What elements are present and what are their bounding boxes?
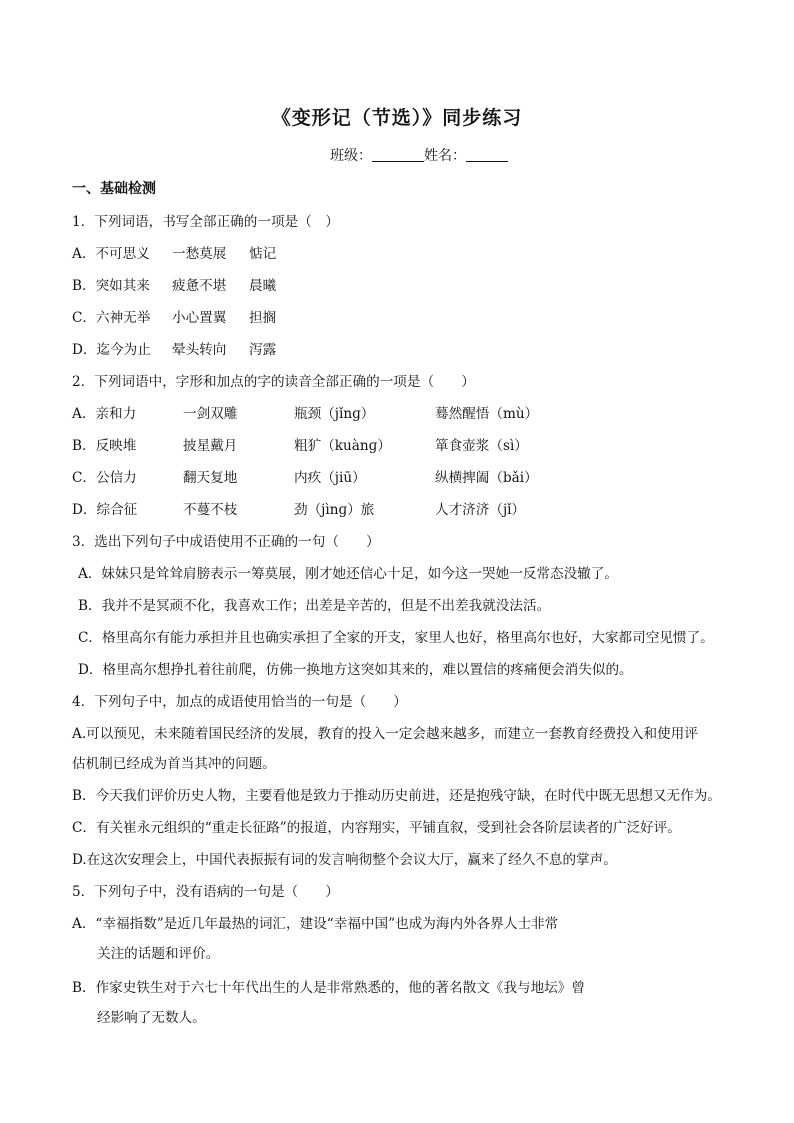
option-cell: B．反映堆	[72, 438, 137, 454]
option-cell: C．六神无举	[72, 310, 151, 326]
question-5-option-a-line1: A．“幸福指数”是近几年最热的词汇，建设“幸福中国”也成为海内外各界人士非常	[72, 916, 559, 932]
question-3-option-b: B．我并不是冥顽不化，我喜欢工作；出差是辛苦的，但是不出差我就没法活。	[78, 598, 551, 614]
option-cell: 小心置翼	[172, 310, 227, 326]
option-cell: 疲惫不堪	[172, 278, 227, 294]
option-cell: 晨曦	[249, 278, 277, 294]
question-5-option-a-line2: 关注的话题和评价。	[97, 946, 220, 962]
option-cell: 翻天复地	[183, 470, 238, 486]
option-cell: 纵横捭阖（bǎi）	[435, 470, 538, 486]
option-cell: 泻露	[249, 342, 277, 358]
name-label: 姓名：	[424, 148, 466, 164]
option-cell: 人才济济（jǐ）	[435, 502, 526, 518]
question-3-option-a: A．妹妹只是耸耸肩膀表示一筹莫展，刚才她还信心十足，如今这一哭她一反常态没辙了。	[78, 566, 618, 582]
section-heading: 一、基础检测	[72, 181, 156, 197]
question-5-option-b-line1: B．作家史铁生对于六七十年代出生的人是非常熟悉的，他的著名散文《我与地坛》曾	[72, 980, 585, 996]
option-cell: 箪食壶浆（sì）	[435, 438, 528, 454]
option-cell: 内疚（jiū）	[294, 470, 366, 486]
question-2-stem: 2．下列词语中，字形和加点的字的读音全部正确的一项是（ ）	[72, 374, 475, 390]
question-3-option-c: C．格里高尔有能力承担并且也确实承担了全家的开支，家里人也好，格里高尔也好，大家都司空见惯了。	[78, 630, 714, 646]
question-4-stem: 4．下列句子中，加点的成语使用恰当的一句是（ ）	[72, 694, 407, 710]
option-cell: 一愁莫展	[172, 246, 227, 262]
class-blank	[372, 147, 424, 162]
question-3-stem: 3．选出下列句子中成语使用不正确的一句（ ）	[72, 534, 380, 550]
option-cell: 瓶颈（jǐnɡ）	[294, 406, 375, 422]
option-cell: 惦记	[249, 246, 277, 262]
option-cell: 劲（jìnɡ）旅	[294, 502, 375, 518]
option-cell: D．综合征	[72, 502, 138, 518]
question-3-option-d: D．格里高尔想挣扎着往前爬，仿佛一换地方这突如其来的，难以置信的疼痛便会消失似的。	[78, 662, 633, 678]
option-cell: 蓦然醒悟（mù）	[435, 406, 539, 422]
option-cell: A．亲和力	[72, 406, 137, 422]
question-5-option-b-line2: 经影响了无数人。	[97, 1010, 206, 1026]
question-4-option-a-line1: A.可以预见，未来随着国民经济的发展，教育的投入一定会越来越多，而建立一套教育经费投入和使用评	[72, 726, 698, 742]
class-name-line	[330, 145, 508, 165]
option-cell: 披星戴月	[183, 438, 238, 454]
question-4-option-d: D.在这次安理会上，中国代表振振有词的发言响彻整个会议大厅，赢来了经久不息的掌声。	[72, 852, 617, 868]
class-label: 班级：	[330, 148, 372, 164]
option-cell: 晕头转向	[172, 342, 227, 358]
option-cell: A．不可思义	[72, 246, 150, 262]
option-cell: B．突如其来	[72, 278, 150, 294]
question-4-option-a-line2: 估机制已经成为首当其冲的问题。	[72, 756, 276, 772]
option-cell: D．迄今为止	[72, 342, 151, 358]
option-cell: 一剑双雕	[183, 406, 238, 422]
question-4-option-c: C．有关崔永元组织的“重走长征路”的报道，内容翔实，平铺直叙，受到社会各阶层读者的广泛好评。	[72, 820, 681, 836]
option-cell: 担搁	[249, 310, 277, 326]
document-title: 《变形记（节选）》同步练习	[271, 107, 523, 129]
name-blank	[466, 147, 508, 162]
option-cell: 不蔓不枝	[183, 502, 238, 518]
question-4-option-b: B．今天我们评价历史人物，主要看他是致力于推动历史前进，还是抱残守缺，在时代中既无思想又无作为。	[72, 788, 721, 804]
option-cell: 粗犷（kuànɡ）	[294, 438, 391, 454]
question-1-stem: 1．下列词语，书写全部正确的一项是（ ）	[72, 214, 339, 230]
option-cell: C．公信力	[72, 470, 137, 486]
question-5-stem: 5．下列句子中，没有语病的一句是（ ）	[72, 884, 339, 900]
